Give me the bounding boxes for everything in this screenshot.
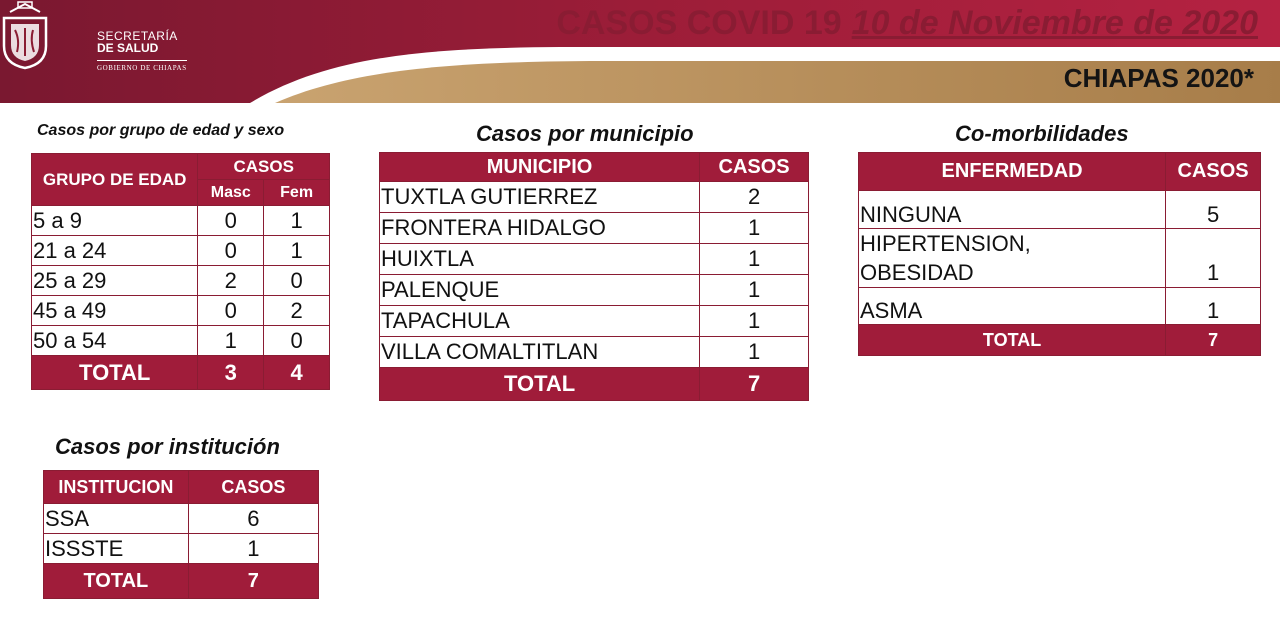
municipio-header: MUNICIPIO: [380, 153, 700, 182]
municipio-cell: FRONTERA HIDALGO: [380, 213, 700, 244]
age-group-cell: 25 a 29: [32, 266, 198, 296]
cases-cell: 2: [700, 182, 809, 213]
masc-cell: 0: [198, 236, 264, 266]
cases-cell: 1: [1166, 288, 1261, 325]
total-row: [859, 325, 1261, 356]
table-row: [32, 326, 330, 356]
municipio-cell: TUXTLA GUTIERREZ: [380, 182, 700, 213]
table-row: [859, 229, 1261, 288]
age-group-cell: 21 a 24: [32, 236, 198, 266]
total-value: 7: [1166, 325, 1261, 356]
comorb-table: [858, 152, 1261, 356]
org-divider: [97, 60, 187, 61]
age-sex-title: Casos por grupo de edad y sexo: [37, 122, 285, 139]
age-group-cell: 45 a 49: [32, 296, 198, 326]
comorb-title: Co-morbilidades: [955, 121, 1129, 146]
total-fem: 4: [264, 356, 330, 390]
disease-line2: OBESIDAD: [860, 260, 974, 285]
institucion-title: Casos por institución: [55, 434, 280, 459]
table-row: [44, 504, 319, 534]
cases-cell: 1: [188, 534, 318, 564]
fem-cell: 2: [264, 296, 330, 326]
title-text: CASOS COVID 19: [556, 4, 842, 42]
total-label: TOTAL: [859, 325, 1166, 356]
total-row: [44, 564, 319, 599]
fem-header: Fem: [264, 180, 330, 206]
disease-cell: [859, 229, 1166, 288]
org-line3: GOBIERNO DE CHIAPAS: [97, 64, 187, 72]
masc-cell: 2: [198, 266, 264, 296]
masc-header: Masc: [198, 180, 264, 206]
coat-of-arms-icon: [0, 0, 50, 70]
total-label: TOTAL: [380, 368, 700, 401]
total-value: 7: [700, 368, 809, 401]
total-value: 7: [188, 564, 318, 599]
institucion-table: [43, 470, 319, 599]
table-row: [859, 288, 1261, 325]
table-row: [380, 244, 809, 275]
cases-header: CASOS: [198, 154, 330, 180]
disease-line1: ASMA: [860, 298, 923, 323]
cases-cell: 1: [700, 337, 809, 368]
org-line2: DE SALUD: [97, 41, 159, 55]
disease-line1: NINGUNA: [860, 202, 962, 227]
total-row: [32, 356, 330, 390]
page-title: [556, 4, 1258, 43]
institucion-header: INSTITUCION: [44, 471, 189, 504]
total-row: [380, 368, 809, 401]
institucion-cell: ISSSTE: [44, 534, 189, 564]
cases-cell: 1: [700, 306, 809, 337]
org-line1: SECRETARÍA: [97, 29, 178, 43]
table-row: [32, 236, 330, 266]
masc-cell: 0: [198, 206, 264, 236]
disease-header: ENFERMEDAD: [859, 153, 1166, 191]
table-row: [380, 306, 809, 337]
table-row: [32, 266, 330, 296]
disease-line1: HIPERTENSION,: [860, 231, 1031, 256]
table-row: [44, 534, 319, 564]
disease-cell: [859, 288, 1166, 325]
municipio-table: [379, 152, 809, 401]
cases-cell: 1: [700, 244, 809, 275]
cases-header: CASOS: [1166, 153, 1261, 191]
age-group-header: GRUPO DE EDAD: [32, 154, 198, 206]
ministry-name: [97, 30, 187, 72]
table-row: [859, 191, 1261, 229]
masc-cell: 1: [198, 326, 264, 356]
cases-header: CASOS: [188, 471, 318, 504]
page-subtitle: CHIAPAS 2020*: [1063, 63, 1254, 93]
table-row: [32, 296, 330, 326]
total-masc: 3: [198, 356, 264, 390]
fem-cell: 0: [264, 326, 330, 356]
disease-cell: [859, 191, 1166, 229]
municipio-cell: VILLA COMALTITLAN: [380, 337, 700, 368]
total-label: TOTAL: [32, 356, 198, 390]
masc-cell: 0: [198, 296, 264, 326]
institucion-cell: SSA: [44, 504, 189, 534]
table-row: [380, 337, 809, 368]
header-banner: [0, 0, 1280, 103]
age-sex-table: [31, 153, 330, 390]
total-label: TOTAL: [44, 564, 189, 599]
age-group-cell: 50 a 54: [32, 326, 198, 356]
cases-cell: 5: [1166, 191, 1261, 229]
title-date: 10 de Noviembre de 2020: [851, 4, 1258, 42]
cases-header: CASOS: [700, 153, 809, 182]
municipio-cell: TAPACHULA: [380, 306, 700, 337]
fem-cell: 1: [264, 206, 330, 236]
cases-cell: 6: [188, 504, 318, 534]
municipio-title: Casos por municipio: [476, 121, 694, 146]
table-row: [380, 275, 809, 306]
fem-cell: 1: [264, 236, 330, 266]
municipio-cell: HUIXTLA: [380, 244, 700, 275]
age-group-cell: 5 a 9: [32, 206, 198, 236]
table-row: [32, 206, 330, 236]
table-row: [380, 213, 809, 244]
cases-cell: 1: [1166, 229, 1261, 288]
cases-cell: 1: [700, 213, 809, 244]
table-row: [380, 182, 809, 213]
municipio-cell: PALENQUE: [380, 275, 700, 306]
cases-cell: 1: [700, 275, 809, 306]
fem-cell: 0: [264, 266, 330, 296]
